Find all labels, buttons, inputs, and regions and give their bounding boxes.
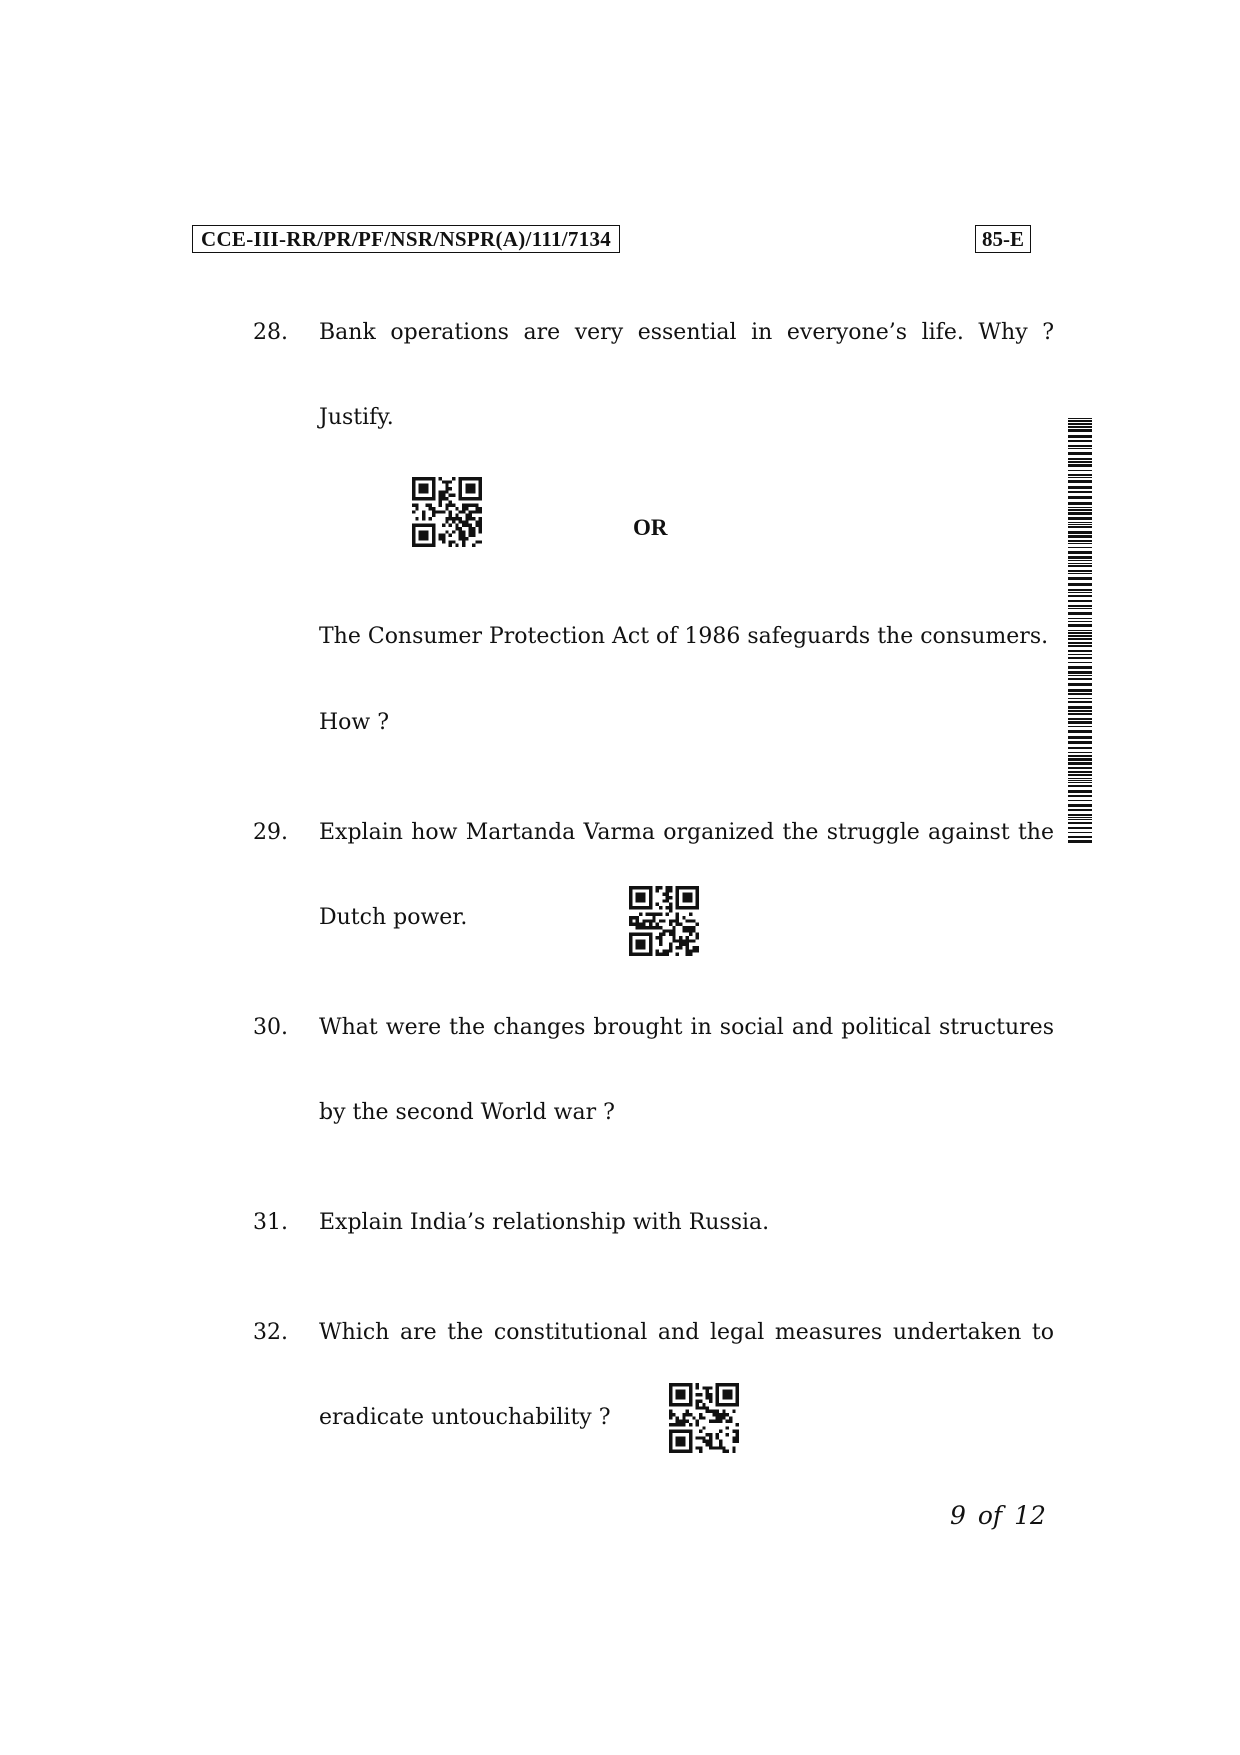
qr-code-icon <box>412 477 482 547</box>
or-separator: OR <box>633 515 668 540</box>
page-indicator: 9 of 12 <box>950 1501 1046 1530</box>
qr-code-icon <box>629 886 699 956</box>
question-29-line-1: Explain how Martanda Varma organized the struggle against the <box>319 820 1054 845</box>
question-30-line-2: by the second World war ? <box>319 1100 615 1125</box>
barcode-icon <box>1068 418 1092 846</box>
question-31-number: 31. <box>253 1210 288 1235</box>
question-32-number: 32. <box>253 1320 288 1345</box>
qr-code-icon <box>669 1383 739 1453</box>
question-28-alt-line-2: How ? <box>319 710 390 735</box>
question-28-alt-line-1: The Consumer Protection Act of 1986 safeguards the consumers. <box>319 624 1049 649</box>
question-28-number: 28. <box>253 320 288 345</box>
exam-code-box: CCE-III-RR/PR/PF/NSR/NSPR(A)/111/7134 <box>192 225 620 253</box>
question-31-line-1: Explain India’s relationship with Russia. <box>319 1210 770 1235</box>
paper-code-box: 85-E <box>975 225 1031 253</box>
question-28-line-2: Justify. <box>319 405 394 430</box>
question-30-number: 30. <box>253 1015 288 1040</box>
question-28-line-1: Bank operations are very essential in everyone’s life. Why ? <box>319 320 1054 345</box>
question-32-line-2: eradicate untouchability ? <box>319 1405 611 1430</box>
question-29-number: 29. <box>253 820 288 845</box>
question-30-line-1: What were the changes brought in social and political structures <box>319 1015 1054 1040</box>
question-32-line-1: Which are the constitutional and legal measures undertaken to <box>319 1320 1054 1345</box>
question-29-line-2: Dutch power. <box>319 905 468 930</box>
